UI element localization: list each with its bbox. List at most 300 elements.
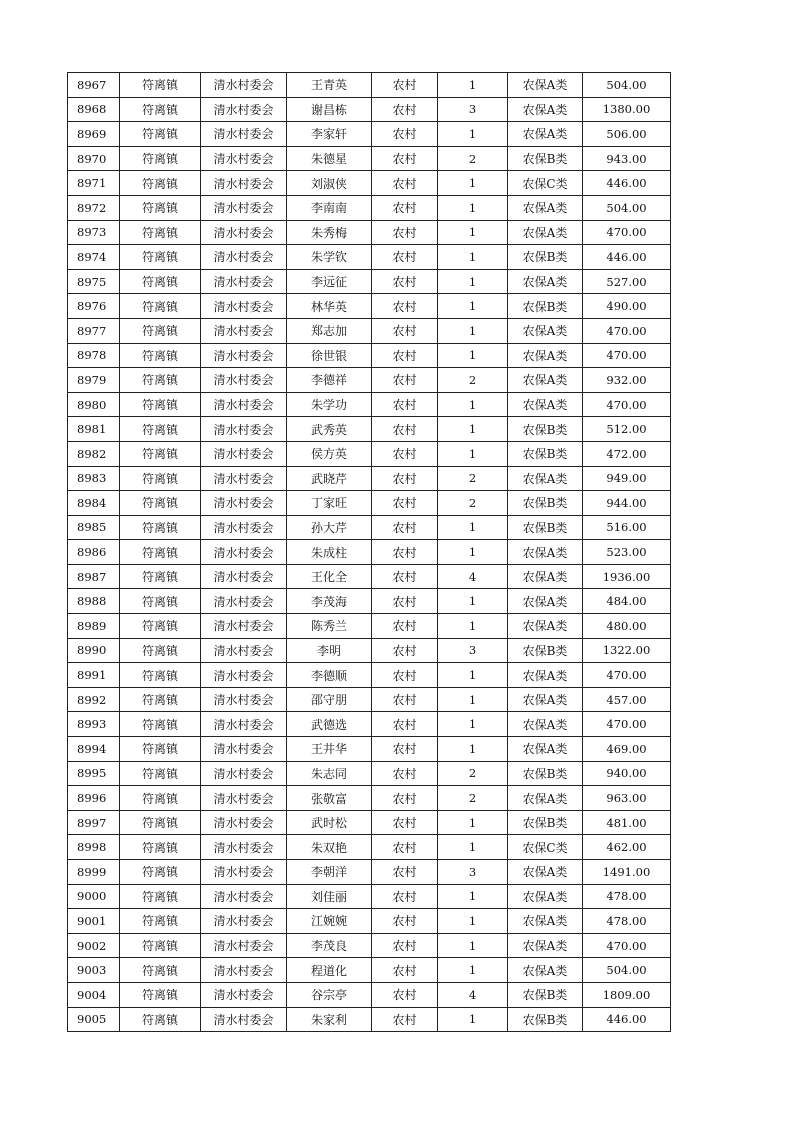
table-row [68,343,671,368]
cell-id: 8990 [68,638,120,663]
cell-id: 8967 [68,73,120,98]
cell-count: 3 [438,860,508,885]
cell-name: 李远征 [287,269,372,294]
cell-category: 农保A类 [508,663,583,688]
cell-category: 农保C类 [508,835,583,860]
cell-count: 4 [438,982,508,1007]
cell-count: 1 [438,245,508,270]
cell-category: 农保B类 [508,1007,583,1032]
cell-amount: 446.00 [583,1007,671,1032]
cell-category: 农保A类 [508,269,583,294]
cell-type: 农村 [372,122,438,147]
cell-count: 2 [438,491,508,516]
cell-type: 农村 [372,810,438,835]
cell-name: 丁家旺 [287,491,372,516]
table-row [68,171,671,196]
cell-category: 农保B类 [508,638,583,663]
cell-amount: 512.00 [583,417,671,442]
cell-category: 农保B类 [508,417,583,442]
cell-amount: 478.00 [583,884,671,909]
cell-town: 符离镇 [120,737,201,762]
cell-category: 农保A类 [508,884,583,909]
cell-town: 符离镇 [120,1007,201,1032]
cell-count: 1 [438,318,508,343]
table-row [68,737,671,762]
cell-count: 1 [438,1007,508,1032]
cell-name: 程道化 [287,958,372,983]
cell-amount: 527.00 [583,269,671,294]
cell-category: 农保B类 [508,810,583,835]
cell-village: 清水村委会 [201,786,287,811]
cell-name: 李家轩 [287,122,372,147]
table-row [68,786,671,811]
cell-type: 农村 [372,712,438,737]
cell-count: 1 [438,810,508,835]
cell-category: 农保A类 [508,712,583,737]
cell-village: 清水村委会 [201,195,287,220]
cell-type: 农村 [372,933,438,958]
cell-name: 陈秀兰 [287,614,372,639]
cell-type: 农村 [372,564,438,589]
cell-town: 符离镇 [120,589,201,614]
cell-type: 农村 [372,687,438,712]
cell-count: 1 [438,958,508,983]
cell-id: 8995 [68,761,120,786]
cell-id: 8984 [68,491,120,516]
cell-name: 朱德星 [287,146,372,171]
table-row [68,909,671,934]
cell-amount: 523.00 [583,540,671,565]
cell-id: 8983 [68,466,120,491]
cell-count: 1 [438,343,508,368]
cell-count: 1 [438,294,508,319]
table-body [68,73,671,1032]
cell-category: 农保B类 [508,515,583,540]
cell-id: 8969 [68,122,120,147]
cell-town: 符离镇 [120,564,201,589]
cell-amount: 480.00 [583,614,671,639]
cell-name: 谢昌栋 [287,97,372,122]
cell-amount: 963.00 [583,786,671,811]
cell-id: 8976 [68,294,120,319]
cell-id: 8977 [68,318,120,343]
table-row [68,368,671,393]
cell-id: 8973 [68,220,120,245]
cell-town: 符离镇 [120,515,201,540]
cell-type: 农村 [372,491,438,516]
cell-category: 农保A类 [508,860,583,885]
cell-amount: 506.00 [583,122,671,147]
cell-category: 农保B类 [508,294,583,319]
cell-amount: 472.00 [583,441,671,466]
cell-id: 9000 [68,884,120,909]
cell-id: 8993 [68,712,120,737]
cell-id: 8975 [68,269,120,294]
cell-amount: 504.00 [583,73,671,98]
cell-category: 农保A类 [508,540,583,565]
cell-amount: 932.00 [583,368,671,393]
cell-town: 符离镇 [120,810,201,835]
cell-amount: 470.00 [583,392,671,417]
cell-town: 符离镇 [120,786,201,811]
cell-id: 8985 [68,515,120,540]
cell-name: 李茂良 [287,933,372,958]
cell-town: 符离镇 [120,245,201,270]
cell-category: 农保B类 [508,146,583,171]
cell-village: 清水村委会 [201,564,287,589]
cell-category: 农保B类 [508,245,583,270]
cell-category: 农保B类 [508,761,583,786]
cell-amount: 949.00 [583,466,671,491]
cell-town: 符离镇 [120,122,201,147]
cell-count: 4 [438,564,508,589]
cell-town: 符离镇 [120,343,201,368]
cell-village: 清水村委会 [201,810,287,835]
table-row [68,491,671,516]
cell-amount: 944.00 [583,491,671,516]
cell-amount: 1936.00 [583,564,671,589]
cell-amount: 478.00 [583,909,671,934]
cell-type: 农村 [372,614,438,639]
cell-count: 1 [438,909,508,934]
cell-type: 农村 [372,171,438,196]
cell-count: 1 [438,515,508,540]
cell-type: 农村 [372,786,438,811]
cell-count: 2 [438,786,508,811]
cell-count: 1 [438,392,508,417]
cell-village: 清水村委会 [201,737,287,762]
table-row [68,687,671,712]
cell-town: 符离镇 [120,417,201,442]
cell-category: 农保B类 [508,441,583,466]
cell-id: 9004 [68,982,120,1007]
cell-category: 农保A类 [508,933,583,958]
cell-count: 1 [438,614,508,639]
cell-category: 农保A类 [508,73,583,98]
cell-amount: 470.00 [583,712,671,737]
cell-village: 清水村委会 [201,687,287,712]
table-row [68,835,671,860]
cell-count: 1 [438,884,508,909]
cell-count: 1 [438,73,508,98]
cell-type: 农村 [372,515,438,540]
cell-type: 农村 [372,220,438,245]
cell-id: 8979 [68,368,120,393]
table-row [68,195,671,220]
cell-count: 1 [438,441,508,466]
cell-amount: 1380.00 [583,97,671,122]
cell-type: 农村 [372,343,438,368]
cell-town: 符离镇 [120,491,201,516]
cell-amount: 940.00 [583,761,671,786]
cell-id: 9001 [68,909,120,934]
cell-town: 符离镇 [120,687,201,712]
table-row [68,466,671,491]
cell-count: 1 [438,835,508,860]
cell-town: 符离镇 [120,220,201,245]
cell-type: 农村 [372,146,438,171]
cell-name: 刘佳丽 [287,884,372,909]
table-row [68,933,671,958]
table-row [68,318,671,343]
cell-amount: 490.00 [583,294,671,319]
cell-type: 农村 [372,392,438,417]
cell-count: 1 [438,663,508,688]
cell-category: 农保A类 [508,564,583,589]
cell-town: 符离镇 [120,712,201,737]
cell-id: 8980 [68,392,120,417]
cell-town: 符离镇 [120,884,201,909]
cell-village: 清水村委会 [201,761,287,786]
cell-category: 农保A类 [508,589,583,614]
cell-village: 清水村委会 [201,933,287,958]
cell-id: 9002 [68,933,120,958]
cell-name: 朱秀梅 [287,220,372,245]
cell-village: 清水村委会 [201,835,287,860]
cell-name: 王青英 [287,73,372,98]
cell-town: 符离镇 [120,392,201,417]
cell-town: 符离镇 [120,958,201,983]
cell-count: 2 [438,761,508,786]
cell-amount: 943.00 [583,146,671,171]
cell-type: 农村 [372,269,438,294]
cell-village: 清水村委会 [201,466,287,491]
cell-name: 郑志加 [287,318,372,343]
cell-name: 朱志同 [287,761,372,786]
table-row [68,515,671,540]
cell-amount: 470.00 [583,318,671,343]
cell-amount: 516.00 [583,515,671,540]
cell-village: 清水村委会 [201,958,287,983]
cell-type: 农村 [372,417,438,442]
cell-village: 清水村委会 [201,294,287,319]
cell-category: 农保A类 [508,466,583,491]
cell-amount: 469.00 [583,737,671,762]
cell-amount: 1322.00 [583,638,671,663]
cell-name: 李明 [287,638,372,663]
cell-id: 8970 [68,146,120,171]
cell-town: 符离镇 [120,638,201,663]
table-row [68,441,671,466]
cell-id: 9003 [68,958,120,983]
cell-type: 农村 [372,884,438,909]
cell-name: 朱学钦 [287,245,372,270]
cell-name: 王井华 [287,737,372,762]
table-row [68,97,671,122]
cell-village: 清水村委会 [201,638,287,663]
cell-village: 清水村委会 [201,540,287,565]
cell-count: 1 [438,220,508,245]
cell-category: 农保A类 [508,97,583,122]
cell-type: 农村 [372,540,438,565]
cell-town: 符离镇 [120,663,201,688]
table-row [68,810,671,835]
cell-name: 武秀英 [287,417,372,442]
cell-town: 符离镇 [120,146,201,171]
cell-village: 清水村委会 [201,909,287,934]
cell-village: 清水村委会 [201,122,287,147]
cell-village: 清水村委会 [201,515,287,540]
cell-id: 8998 [68,835,120,860]
cell-category: 农保A类 [508,368,583,393]
cell-category: 农保A类 [508,786,583,811]
cell-category: 农保A类 [508,958,583,983]
cell-amount: 470.00 [583,220,671,245]
cell-type: 农村 [372,368,438,393]
cell-id: 8988 [68,589,120,614]
cell-town: 符离镇 [120,171,201,196]
cell-amount: 481.00 [583,810,671,835]
table-row [68,269,671,294]
cell-village: 清水村委会 [201,392,287,417]
cell-amount: 470.00 [583,933,671,958]
cell-category: 农保A类 [508,392,583,417]
cell-category: 农保A类 [508,909,583,934]
table-row [68,761,671,786]
cell-name: 侯方英 [287,441,372,466]
cell-town: 符离镇 [120,97,201,122]
cell-name: 朱成柱 [287,540,372,565]
cell-count: 1 [438,687,508,712]
cell-town: 符离镇 [120,368,201,393]
cell-town: 符离镇 [120,933,201,958]
cell-amount: 457.00 [583,687,671,712]
cell-amount: 1809.00 [583,982,671,1007]
cell-type: 农村 [372,909,438,934]
cell-count: 1 [438,195,508,220]
cell-type: 农村 [372,982,438,1007]
cell-type: 农村 [372,761,438,786]
table-row [68,638,671,663]
cell-amount: 504.00 [583,195,671,220]
table-row [68,860,671,885]
cell-id: 8992 [68,687,120,712]
cell-amount: 446.00 [583,245,671,270]
cell-town: 符离镇 [120,540,201,565]
cell-count: 3 [438,638,508,663]
cell-category: 农保A类 [508,195,583,220]
cell-count: 1 [438,933,508,958]
cell-amount: 470.00 [583,663,671,688]
table-row [68,73,671,98]
cell-village: 清水村委会 [201,269,287,294]
cell-name: 李南南 [287,195,372,220]
cell-id: 8978 [68,343,120,368]
table-row [68,982,671,1007]
table-row [68,540,671,565]
table-row [68,122,671,147]
cell-count: 2 [438,146,508,171]
cell-category: 农保A类 [508,343,583,368]
cell-town: 符离镇 [120,835,201,860]
cell-count: 1 [438,540,508,565]
cell-village: 清水村委会 [201,982,287,1007]
cell-village: 清水村委会 [201,245,287,270]
table-row [68,884,671,909]
cell-town: 符离镇 [120,466,201,491]
cell-type: 农村 [372,195,438,220]
cell-id: 8981 [68,417,120,442]
cell-name: 林华英 [287,294,372,319]
cell-village: 清水村委会 [201,146,287,171]
cell-count: 1 [438,737,508,762]
cell-count: 1 [438,417,508,442]
cell-name: 李德祥 [287,368,372,393]
cell-village: 清水村委会 [201,614,287,639]
cell-name: 江婉婉 [287,909,372,934]
cell-id: 8994 [68,737,120,762]
cell-type: 农村 [372,638,438,663]
cell-type: 农村 [372,441,438,466]
table-row [68,614,671,639]
cell-category: 农保B类 [508,491,583,516]
cell-village: 清水村委会 [201,97,287,122]
table-row [68,294,671,319]
cell-type: 农村 [372,73,438,98]
cell-id: 8971 [68,171,120,196]
cell-id: 8987 [68,564,120,589]
cell-village: 清水村委会 [201,368,287,393]
cell-village: 清水村委会 [201,417,287,442]
cell-village: 清水村委会 [201,171,287,196]
cell-id: 8972 [68,195,120,220]
cell-count: 2 [438,368,508,393]
cell-type: 农村 [372,97,438,122]
cell-village: 清水村委会 [201,220,287,245]
cell-name: 李德顺 [287,663,372,688]
cell-count: 1 [438,589,508,614]
cell-type: 农村 [372,958,438,983]
cell-count: 2 [438,466,508,491]
cell-town: 符离镇 [120,441,201,466]
cell-id: 8982 [68,441,120,466]
table-row [68,1007,671,1032]
cell-village: 清水村委会 [201,318,287,343]
cell-village: 清水村委会 [201,712,287,737]
cell-type: 农村 [372,245,438,270]
cell-town: 符离镇 [120,860,201,885]
cell-village: 清水村委会 [201,343,287,368]
cell-name: 张敬富 [287,786,372,811]
cell-id: 8996 [68,786,120,811]
cell-id: 8999 [68,860,120,885]
cell-village: 清水村委会 [201,441,287,466]
cell-name: 李茂海 [287,589,372,614]
cell-amount: 484.00 [583,589,671,614]
cell-category: 农保A类 [508,220,583,245]
table-row [68,392,671,417]
cell-town: 符离镇 [120,909,201,934]
cell-village: 清水村委会 [201,491,287,516]
cell-type: 农村 [372,1007,438,1032]
cell-category: 农保A类 [508,737,583,762]
cell-name: 刘淑侠 [287,171,372,196]
table-row [68,146,671,171]
records-table [67,72,671,1032]
cell-village: 清水村委会 [201,663,287,688]
cell-name: 武德选 [287,712,372,737]
cell-name: 徐世银 [287,343,372,368]
cell-name: 武晓芹 [287,466,372,491]
cell-town: 符离镇 [120,614,201,639]
cell-id: 8991 [68,663,120,688]
cell-town: 符离镇 [120,195,201,220]
cell-name: 王化全 [287,564,372,589]
cell-category: 农保B类 [508,982,583,1007]
cell-village: 清水村委会 [201,884,287,909]
table-row [68,663,671,688]
table-row [68,712,671,737]
